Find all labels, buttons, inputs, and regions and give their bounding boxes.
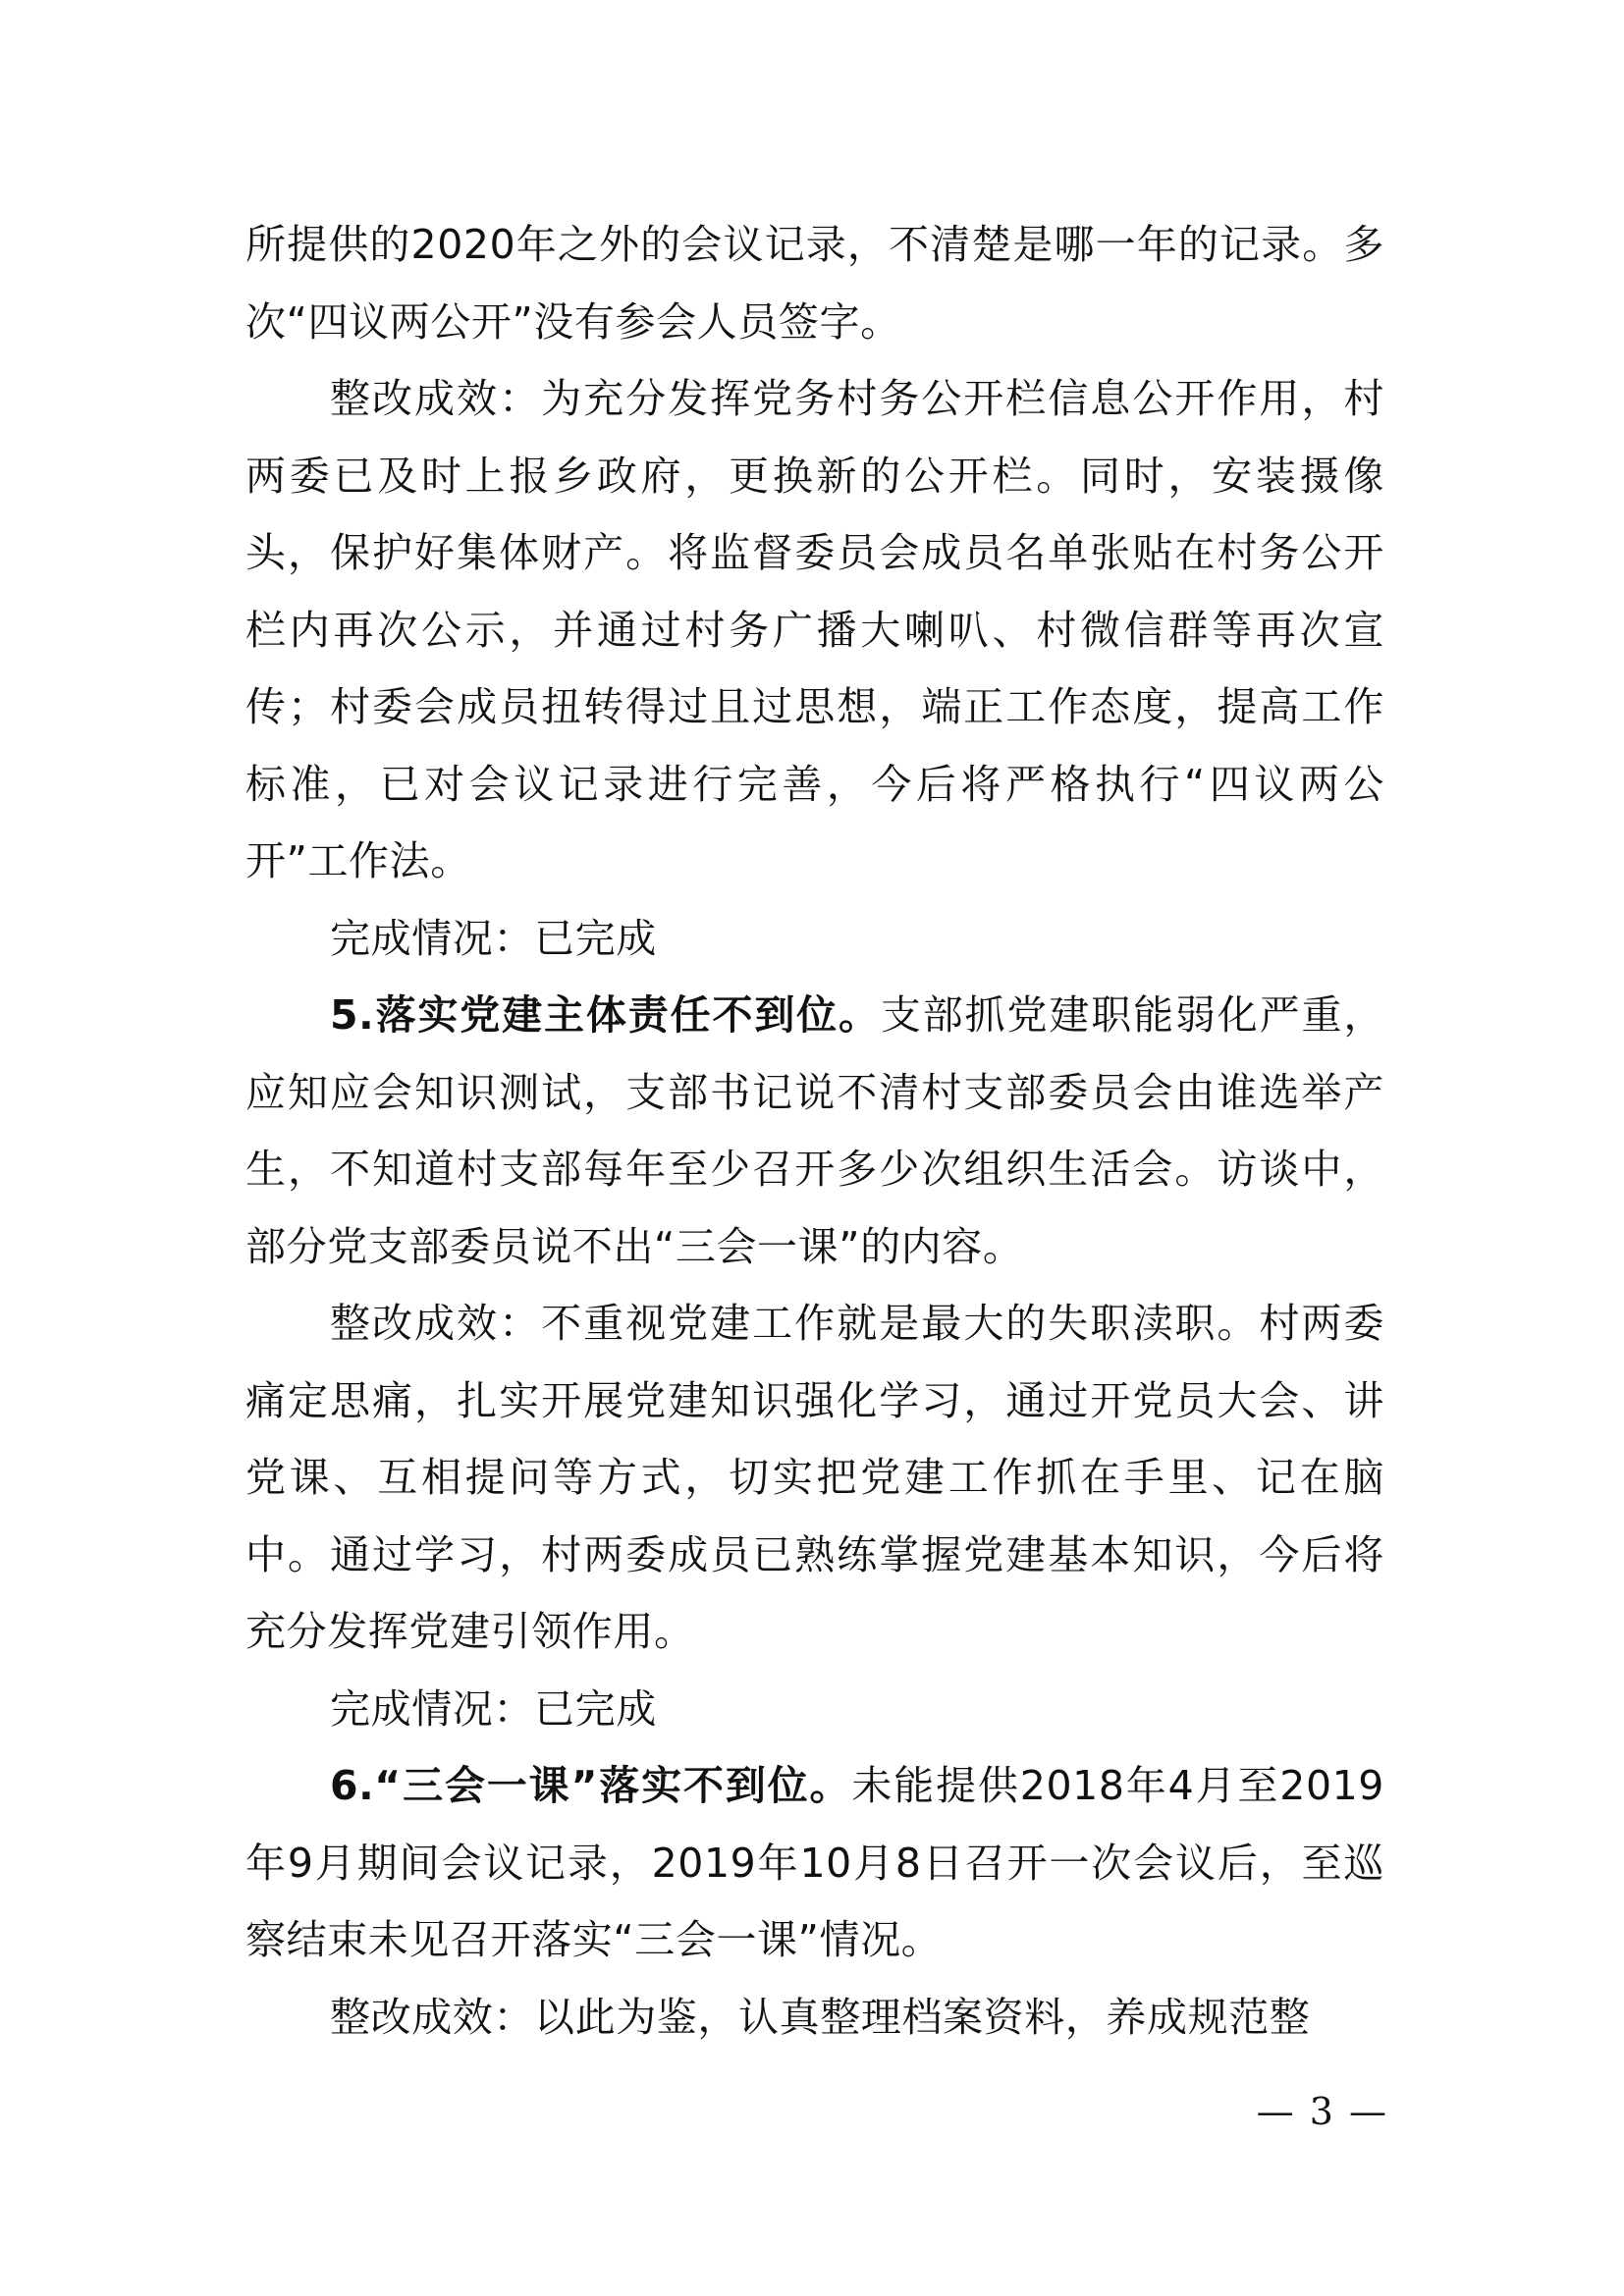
paragraph-rectification-result-2 [245, 1285, 1384, 1671]
issue-heading: 6.“三会一课”落实不到位。 [330, 1762, 852, 1809]
paragraph-completion-status-2 [245, 1671, 1384, 1748]
paragraph-text: 整改成效：为充分发挥党务村务公开栏信息公开作用，村两委已及时上报乡政府，更换新的公开栏。同时，安装摄像头，保护好集体财产。将监督委员会成员名单张贴在村务公开栏内再次公示，并通过村务广播大喇叭、村微信群等再次宣传；村委会成员扭转得过且过思想，端正工作态度，提高工作标准，已对会议记录进行完善，今后将严格执行“四议两公开”工作法。 [245, 375, 1384, 884]
paragraph-text: 所提供的2020年之外的会议记录，不清楚是哪一年的记录。多次“四议两公开”没有参会人员签字。 [245, 221, 1384, 346]
paragraph-text: 整改成效：不重视党建工作就是最大的失职渎职。村两委痛定思痛，扎实开展党建知识强化学习，通过开党员大会、讲党课、互相提问等方式，切实把党建工作抓在手里、记在脑中。通过学习，村两委成员已熟练掌握党建基本知识，今后将充分发挥党建引领作用。 [245, 1300, 1384, 1655]
document-body [245, 206, 1384, 2056]
paragraph-text: 整改成效：以此为鉴，认真整理档案资料，养成规范整 [330, 1993, 1311, 2041]
paragraph-meeting-records [245, 206, 1384, 360]
issue-heading: 5.落实党建主体责任不到位。 [330, 991, 881, 1039]
paragraph-text: 完成情况：已完成 [330, 1684, 657, 1733]
page-number: — 3 — [1256, 2090, 1388, 2133]
paragraph-text: 未能提供2018年4月至2019年9月期间会议记录，2019年10月8日召开一次会议后，至巡察结束未见召开落实“三会一课”情况。 [245, 1762, 1384, 1963]
paragraph-rectification-result-1 [245, 360, 1384, 900]
paragraph-text: 支部抓党建职能弱化严重，应知应会知识测试，支部书记说不清村支部委员会由谁选举产生，不知道村支部每年至少召开多少次组织生活会。访谈中，部分党支部委员说不出“三会一课”的内容。 [245, 991, 1384, 1270]
paragraph-completion-status-1 [245, 900, 1384, 978]
paragraph-issue-5 [245, 977, 1384, 1285]
paragraph-rectification-result-3 [245, 1979, 1384, 2056]
paragraph-issue-6 [245, 1747, 1384, 1979]
paragraph-text: 完成情况：已完成 [330, 914, 657, 962]
